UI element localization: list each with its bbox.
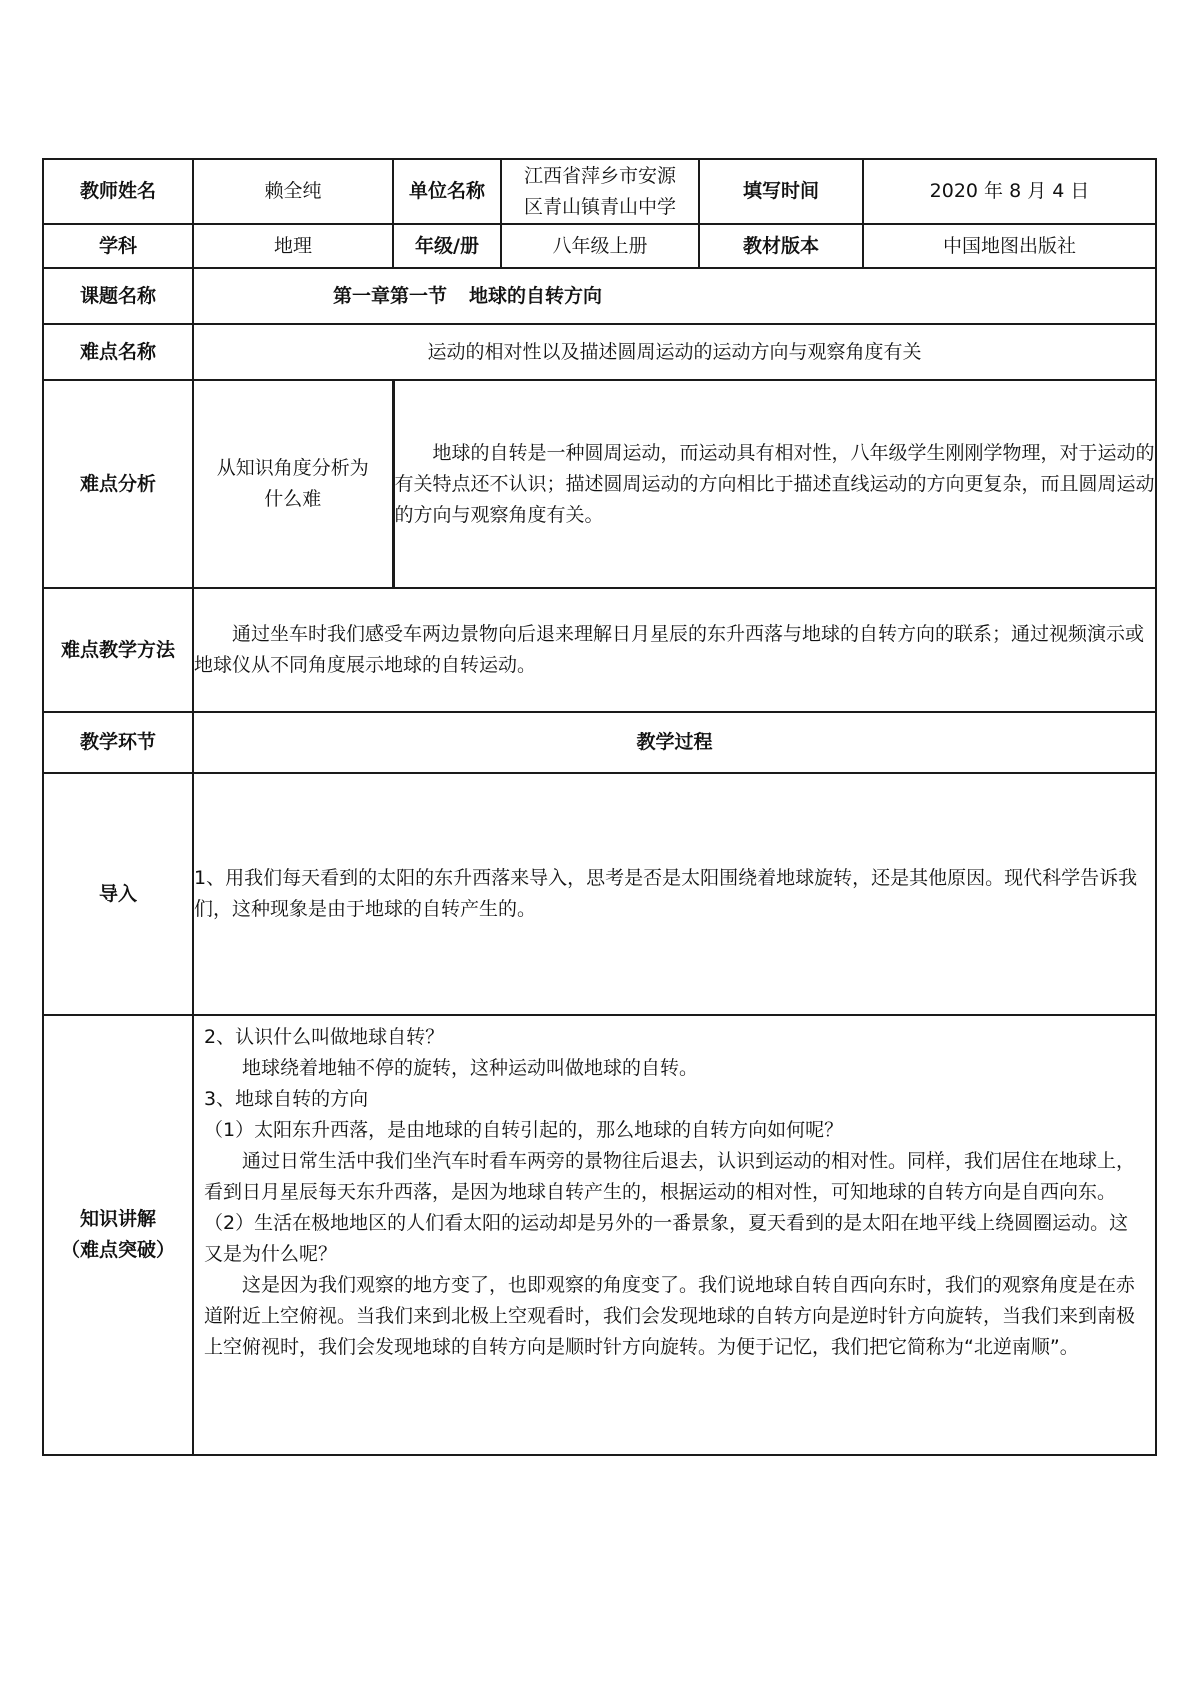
- knowledge-p3: 3、地球自转的方向: [204, 1088, 369, 1110]
- intro-text-cell: [193, 773, 1156, 1015]
- difficulty-row: [43, 324, 1156, 380]
- knowledge-p6: （2）生活在极地地区的人们看太阳的运动却是另外的一番景象，夏天看到的是太阳在地平线上绕圆圈运动。这又是为什么呢？: [204, 1212, 1129, 1265]
- subject-label: 学科: [43, 224, 193, 268]
- edition-label: 教材版本: [699, 224, 863, 268]
- analysis-text-cell: [393, 380, 1156, 588]
- lesson-plan-table: [42, 158, 1157, 1456]
- fill-date-label: 填写时间: [699, 159, 863, 224]
- knowledge-text-cell: [193, 1015, 1156, 1455]
- knowledge-label-line-1: 知识讲解: [79, 1208, 156, 1230]
- info-row-1: [43, 159, 1156, 224]
- difficulty-value: 运动的相对性以及描述圆周运动的运动方向与观察角度有关: [193, 324, 1156, 380]
- analysis-label: 难点分析: [43, 380, 193, 588]
- unit-name-label: 单位名称: [393, 159, 501, 224]
- intro-row: [43, 773, 1156, 1015]
- intro-text: 1、用我们每天看到的太阳的东升西落来导入，思考是否是太阳围绕着地球旋转，还是其他原因。现代科学告诉我们，这种现象是由于地球的自转产生的。: [194, 867, 1138, 920]
- subject-value: 地理: [193, 224, 393, 268]
- method-text: 通过坐车时我们感受车两边景物向后退来理解日月星辰的东升西落与地球的自转方向的联系；通过视频演示或地球仪从不同角度展示地球的自转运动。: [194, 623, 1145, 676]
- knowledge-p4: （1）太阳东升西落，是由地球的自转引起的，那么地球的自转方向如何呢？: [204, 1119, 844, 1141]
- fill-date-value: 2020 年 8 月 4 日: [863, 159, 1156, 224]
- knowledge-p7: 这是因为我们观察的地方变了，也即观察的角度变了。我们说地球自转自西向东时，我们的观察角度是在赤道附近上空俯视。当我们来到北极上空观看时，我们会发现地球的自转方向是逆时针方向旋转，当我们来到南极上空俯视时，我们会发现地球的自转方向是顺时针方向旋转。为便于记忆，我们把它简称为“北逆南顺”。: [204, 1274, 1136, 1358]
- method-text-cell: [193, 588, 1156, 712]
- unit-name-line-2: 区青山镇青山中学: [524, 195, 677, 218]
- knowledge-row: [43, 1015, 1156, 1455]
- topic-row: [43, 268, 1156, 324]
- analysis-sub-label-line-1: 从知识角度分析为: [216, 457, 369, 479]
- teacher-name-value: 赖全纯: [193, 159, 393, 224]
- edition-value: 中国地图出版社: [863, 224, 1156, 268]
- knowledge-p1: 2、认识什么叫做地球自转？: [204, 1026, 445, 1048]
- topic-value: [193, 268, 1156, 324]
- topic-chapter: 第一章第一节: [333, 284, 448, 307]
- knowledge-label-line-2: （难点突破）: [60, 1239, 175, 1261]
- process-title: 教学过程: [193, 712, 1156, 773]
- unit-name-value: [501, 159, 699, 224]
- method-row: [43, 588, 1156, 712]
- knowledge-label: [43, 1015, 193, 1455]
- knowledge-p5: 通过日常生活中我们坐汽车时看车两旁的景物往后退去，认识到运动的相对性。同样，我们居住在地球上，看到日月星辰每天东升西落，是因为地球自转产生的，根据运动的相对性，可知地球的自转方向是自西向东。: [204, 1150, 1136, 1203]
- analysis-sub-label: [193, 380, 393, 588]
- knowledge-p2: 地球绕着地轴不停的旋转，这种运动叫做地球的自转。: [242, 1057, 699, 1079]
- method-label: 难点教学方法: [43, 588, 193, 712]
- process-stage-label: 教学环节: [43, 712, 193, 773]
- unit-name-line-1: 江西省萍乡市安源: [524, 164, 677, 187]
- topic-label: 课题名称: [43, 268, 193, 324]
- topic-title: 地球的自转方向: [469, 284, 603, 307]
- process-header-row: [43, 712, 1156, 773]
- difficulty-label: 难点名称: [43, 324, 193, 380]
- analysis-text: 地球的自转是一种圆周运动，而运动具有相对性，八年级学生刚刚学物理，对于运动的有关特点还不认识；描述圆周运动的方向相比于描述直线运动的方向更复杂，而且圆周运动的方向与观察角度有关。: [394, 441, 1155, 526]
- info-row-2: [43, 224, 1156, 268]
- intro-label: 导入: [43, 773, 193, 1015]
- analysis-row: [43, 380, 1156, 588]
- teacher-name-label: 教师姓名: [43, 159, 193, 224]
- analysis-sub-label-line-2: 什么难: [264, 488, 322, 510]
- grade-value: 八年级上册: [501, 224, 699, 268]
- grade-label: 年级/册: [393, 224, 501, 268]
